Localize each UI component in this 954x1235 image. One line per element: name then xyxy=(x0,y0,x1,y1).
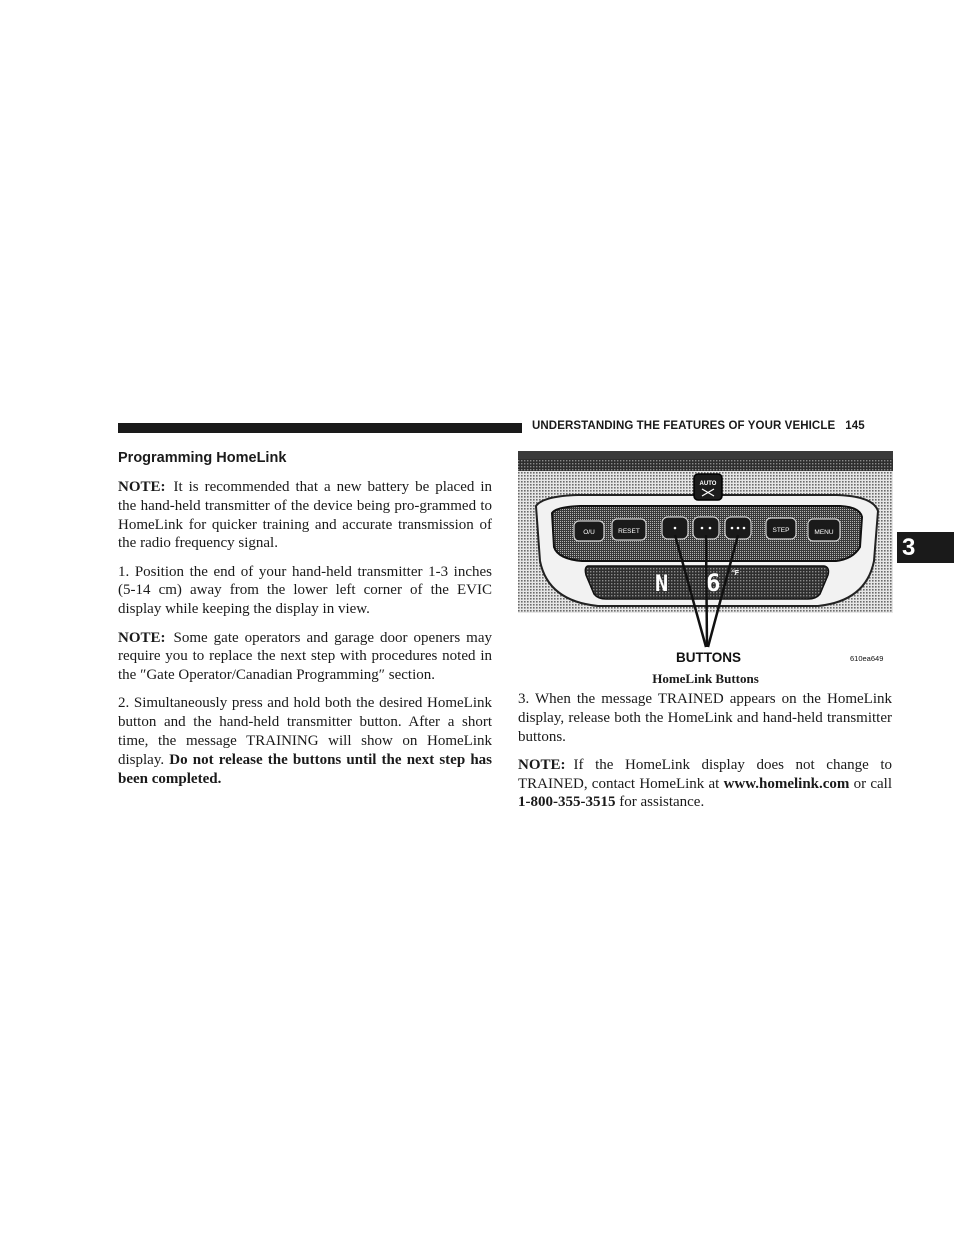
note-paragraph xyxy=(118,478,492,553)
left-column xyxy=(118,448,492,798)
note-label: NOTE: xyxy=(118,629,166,646)
note-text: It is recommended that a new battery be placed in the hand-held transmitter of the device being pro-grammed to HomeLink for quicker training and accurate transmission of the radio frequency signal. xyxy=(118,479,492,552)
step-2-paragraph xyxy=(118,694,492,788)
note-label: NOTE: xyxy=(118,479,166,495)
step-2-text: 2. Simultaneously press and hold both the desired HomeLink button and the hand-held transmitter button. After a short time, the message TRAINING will show on HomeLink display. xyxy=(118,695,492,768)
note-label: NOTE: xyxy=(518,756,566,773)
section-title: Programming HomeLink xyxy=(118,450,287,466)
note-text: or call xyxy=(853,775,892,792)
display-letter: N xyxy=(655,572,669,597)
right-column xyxy=(518,690,892,822)
note-text: for assistance. xyxy=(619,794,705,811)
callout-label: BUTTONS xyxy=(676,650,742,665)
header-rule xyxy=(118,423,522,433)
homelink-phone: 1-800-355-3515 xyxy=(518,794,616,811)
auto-label: AUTO xyxy=(699,481,717,487)
figure-caption: HomeLink Buttons xyxy=(652,671,759,686)
running-header xyxy=(532,420,865,432)
note-text: If the HomeLink display does not change to TRAINED, contact HomeLink at xyxy=(518,756,892,792)
note-paragraph xyxy=(518,756,892,812)
auto-button xyxy=(694,474,722,500)
step-1-paragraph: 1. Position the end of your hand-held transmitter 1-3 inches (5-14 cm) away from the lower left corner of the EVIC display while keeping the display in view. xyxy=(118,563,492,618)
step-label: STEP xyxy=(772,527,790,534)
reset-label: RESET xyxy=(618,528,640,535)
homelink-figure xyxy=(518,451,893,665)
step-3-paragraph: 3. When the message TRAINED appears on the HomeLink display, release both the HomeLink and hand-held transmitter buttons. xyxy=(518,691,892,745)
chapter-tab: 3 xyxy=(897,532,954,563)
figure-top-strip xyxy=(518,451,893,459)
note-text: Some gate operators and garage door openers may require you to replace the next step with procedures noted in the ″Gate Operator/Canadian Programming″ section. xyxy=(118,629,492,684)
ou-label: O/U xyxy=(583,529,595,536)
homelink-url: www.homelink.com xyxy=(723,775,850,792)
page-number: 145 xyxy=(845,420,865,432)
display-temperature: 6 xyxy=(706,569,721,597)
step-2-warning: Do not release the buttons until the next step has been completed. xyxy=(118,751,493,787)
running-title: UNDERSTANDING THE FEATURES OF YOUR VEHICLE xyxy=(532,420,836,432)
menu-label: MENU xyxy=(814,529,834,536)
note-paragraph xyxy=(118,629,492,685)
figure-code: 610ea649 xyxy=(850,654,884,663)
display-unit: °F xyxy=(732,570,740,577)
